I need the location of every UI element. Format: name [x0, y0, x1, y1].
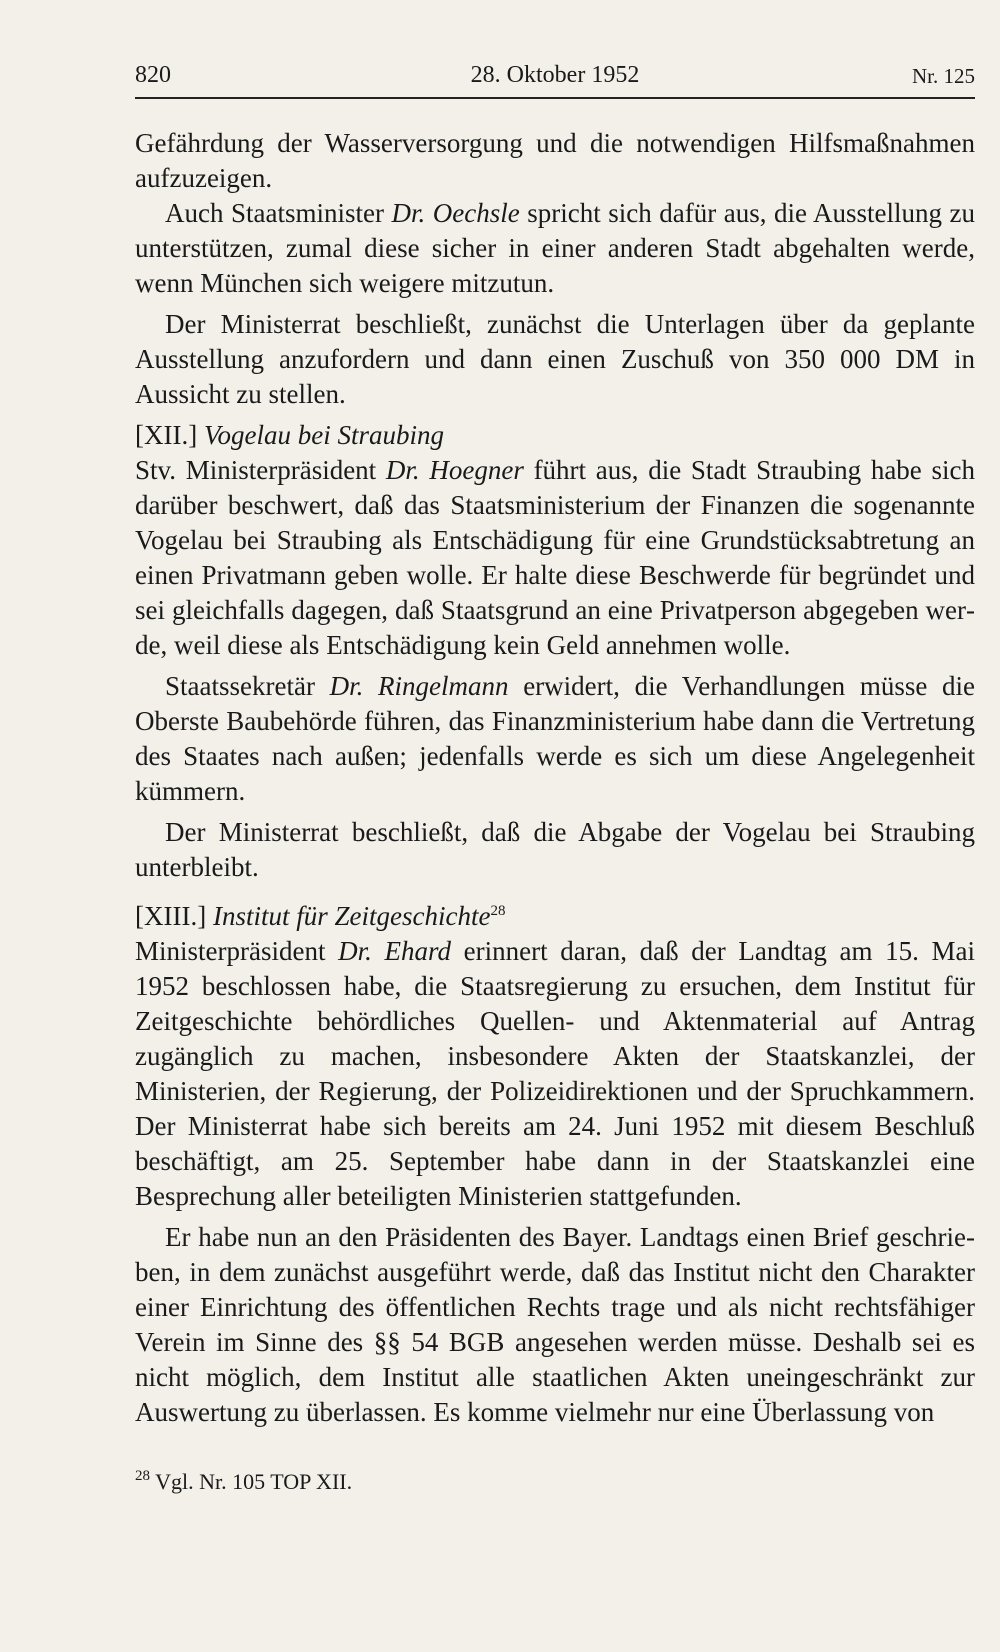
paragraph-resolution-exhibition: Der Ministerrat beschließt, zunächst die Unterlagen über da geplante Ausstellung anzufordern und dann einen Zuschuß von 350 000 DM in Aussicht zu stellen.	[135, 309, 975, 409]
page-header	[135, 62, 975, 92]
paragraph-resolution-vogelau: Der Ministerrat beschließt, daß die Abgabe der Vogelau bei Straubing unterbleibt.	[135, 817, 975, 882]
person-name: Dr. Hoegner	[385, 455, 524, 485]
paragraph-ehard: Ministerpräsident Dr. Ehard erinnert daran, daß der Landtag am 15. Mai 1952 beschlossen habe, die Staatsregierung zu ersuchen, dem Institut für Zeitgeschichte behördliches Quellen- und Aktenmaterial auf Antrag zugänglich zu machen, insbesondere Akten der Staatskanzlei, der Ministerien, der Regierung, der Polizeidirektionen und der Spruchkammern. Der Ministerrat habe sich bereits am 24. Juni 1952 mit diesem Beschluß beschäftigt, am 25. September habe dann in der Staatskanzlei eine Besprechung aller beteiligten Ministerien stattgefunden.	[135, 936, 976, 1211]
section-number: [XIII.]	[135, 901, 207, 931]
paragraph-continuation: Gefährdung der Wasserversorgung und die notwendigen Hilfsmaßnahmen aufzuzeigen.	[135, 128, 975, 193]
paragraph-letter: Er habe nun an den Präsidenten des Bayer. Landtags einen Brief geschrieben, in dem zunächst ausgeführt werde, daß das Institut nicht den Charakter einer Einrichtung des öffentlichen Rechts trage und als nicht rechtsfähiger Verein im Sinne des §§ 54 BGB angesehen werden müsse. Deshalb sei es nicht möglich, dem Institut alle staatlichen Akten uneingeschränkt zur Auswertung zu überlassen. Es komme vielmehr nur eine Überlassung von	[135, 1222, 975, 1427]
footnote-number: 28	[135, 1468, 150, 1484]
page-number: 820	[135, 62, 171, 88]
page-body	[135, 126, 975, 1430]
footnote	[135, 1462, 975, 1496]
section-title: Vogelau bei Straubing	[197, 420, 444, 450]
document-number: Nr. 125	[912, 64, 975, 88]
section-heading-xiii	[135, 899, 975, 934]
person-name: Dr. Oechsle	[391, 198, 520, 228]
footnote-reference: 28	[490, 903, 506, 919]
paragraph-ringelmann: Staatssekretär Dr. Ringelmann erwidert, die Verhandlungen müsse die Oberste Baubehörde führen, das Finanzministerium habe dann die Vertretung des Staates nach außen; jedenfalls werde es sich um diese Angelegenheit kümmern.	[135, 671, 976, 806]
person-name: Dr. Ehard	[338, 936, 452, 966]
paragraph-oechsle: Auch Staatsminister Dr. Oechsle spricht sich dafür aus, die Ausstellung zu unterstützen, zumal diese sicher in einer anderen Stadt abgehalten werde, wenn München sich weigere mitzutun.	[135, 198, 976, 298]
footnote-text: Vgl. Nr. 105 TOP XII.	[155, 1469, 353, 1494]
section-number: [XII.]	[135, 420, 198, 450]
section-heading-xii	[135, 418, 975, 453]
section-title: Institut für Zeitgeschichte	[206, 901, 491, 931]
person-name: Dr. Ringelmann	[329, 671, 509, 701]
header-date: 28. Oktober 1952	[470, 62, 640, 88]
paragraph-hoegner: Stv. Ministerpräsident Dr. Hoegner führt aus, die Stadt Straubing habe sich darüber beschwert, daß das Staatsministerium der Finanzen die sogenannte Vogelau bei Straubing als Entschädigung für eine Grundstücksabtretung an einen Privatmann geben wolle. Er halte diese Beschwerde für begründet und sei gleichfalls dagegen, daß Staatsgrund an eine Privatperson abgegeben werde, weil diese als Entschädigung kein Geld annehmen wolle.	[135, 455, 975, 660]
header-rule	[135, 97, 975, 99]
